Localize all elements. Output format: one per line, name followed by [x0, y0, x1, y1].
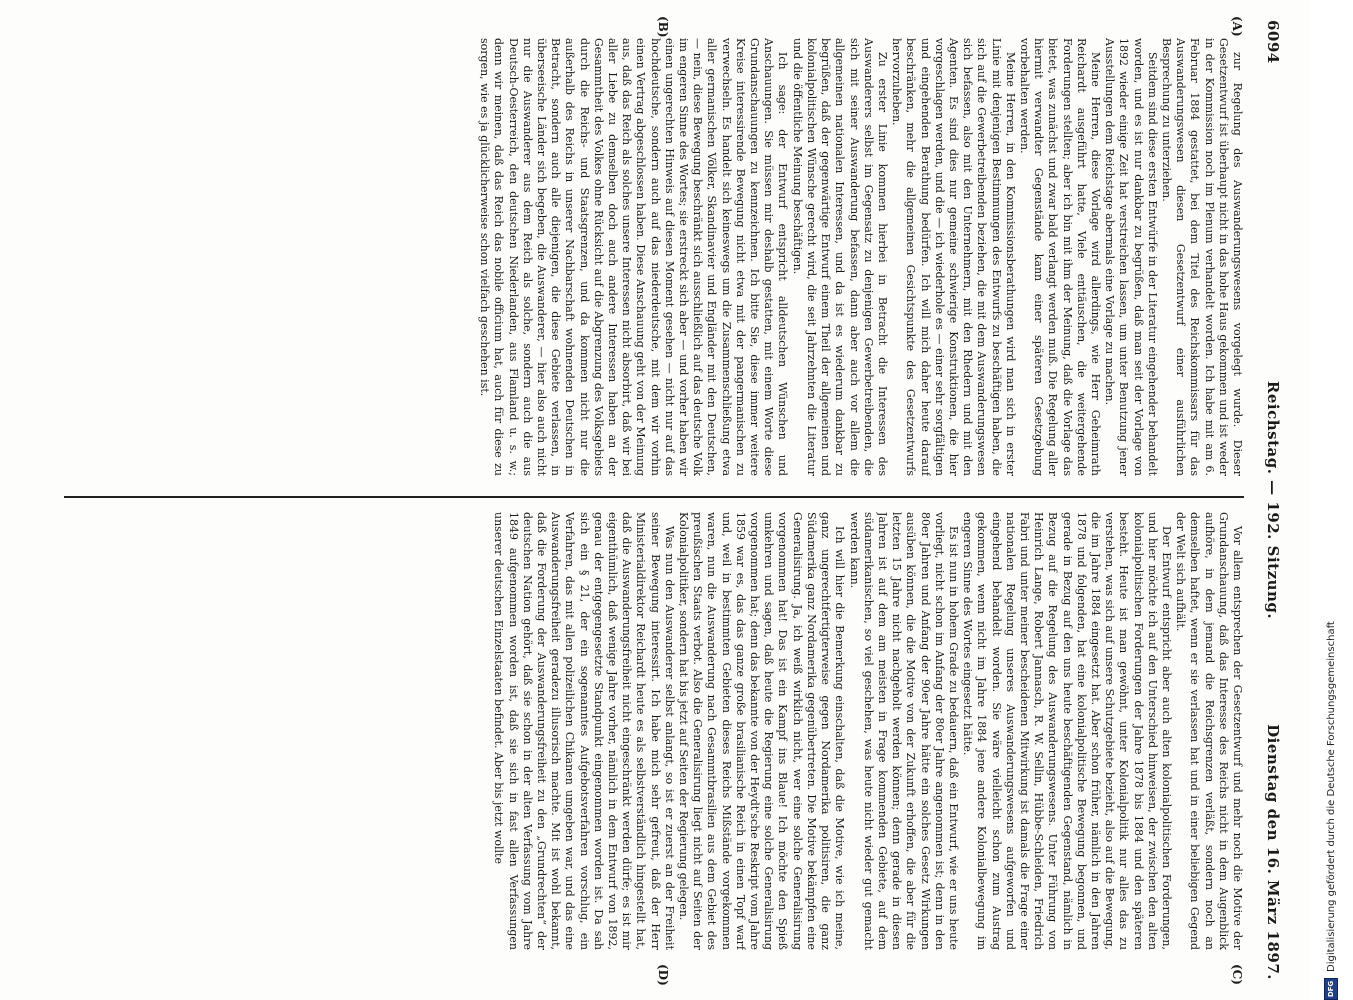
- paragraph: Meine Herren, in den Kommissionsberathungen wird man sich in erster Linie mit denjenigen Bestimmungen des Entwurfs zu beschäftigen haben, die sich auf die Gewerbetreibenden beziehen, die mit dem Auswanderungswesen sich befassen, also mit den Unternehmern, mit den Rhedern und mit den Agenten. Es sind dies nur gemeine schwierige Konstruktionen, die hier vorgeschlagen werden, und die — ich wiederhole es — einer sehr sorgfältigen und eingehenden Berathung bedürfen. Ich will mich daher heute darauf beschränken, mehr die allgemeinen Gesichtspunkte des Gesetzentwurfs hervorzuheben.: [890, 38, 1017, 476]
- paragraph: Zu erster Linie kommen hierbei in Betracht die Interessen des Auswanderers selbst im Gegensatz zu denjenigen Gewerbetreibenden, die sich mit seiner Auswanderung befassen, dann aber auch vor allem die allgemeinen nationalen Interessen, und da ist es wiederum dankbar zu begrüßen, daß der gegenwärtige Entwurf einem Theil der allgemeinen und kolonialpolitischen Wünsche gerecht wird, die seit Jahrzehnten die Literatur und die öffentliche Meinung beschäftigen.: [790, 38, 889, 476]
- right-column: [64, 512, 1244, 950]
- column-divider: [64, 496, 1244, 498]
- dfg-logo: DFG: [1324, 978, 1338, 1000]
- margin-marker-d: (D): [656, 964, 670, 986]
- page-title: Reichstag. — 192. Sitzung.: [1264, 380, 1282, 620]
- margin-marker-b: (B): [656, 16, 670, 38]
- session-date: Dienstag den 16. März 1897.: [1264, 724, 1282, 980]
- margin-marker-c: (C): [1230, 964, 1244, 985]
- paragraph: Ich will hier die Bemerkung einschalten, daß die Motive, wie ich meine, ganz ungerechtfertigterweise gegen Nordamerika politisiren, die ganz Südamerika ganz Nordamerika gegenübertreten. Die Motive bekämpfen eine Generalisirung. Ja, ich weiß wirklich nicht, wer eine solche Generalisirung vorgenommen hat! Das ist ein Kampf ins Blaue! Ich möchte den Spieß umkehren und sagen, daß heute die Regierung eine solche Generalisirung vorgenommen hat; denn das bekannte von der Heydt'sche Reskript vom Jahre 1859 war es, das das ganze große brasilianische Reich in einen Topf warf und, weil in bestimmten Gebieten dieses Reichs Mißstände vorgekommen waren, nun die Auswanderung nach Gesammtbrasilien aus dem Gebiet des preußischen Staats verbot. Also die Generalisirung liegt nicht auf Seiten der Kolonialpolitiker, sondern hat bis jetzt auf Seiten der Regierung gelegen.: [677, 512, 847, 950]
- digitization-credit: [1318, 0, 1344, 1000]
- page-number: 6094: [1264, 20, 1282, 64]
- paragraph: Es ist nun in hohem Grade zu bedauern, daß ein Entwurf, wie er uns heute vorliegt, nicht schon im Anfang der 80er Jahre angenommen ist; denn in den 80er Jahren und Anfang der 90er Jahre hätte ein solches Gesetz Wirkungen ausüben können, die die Motive von der Zukunft erhoffen, die aber für die letzten 15 Jahre nicht nachgeholt werden können; denn gerade in diesen Jahren ist auf dem am meisten in Frage kommenden Gebiete, auf dem südamerikanischen, so viel geschehen, was heute nicht wieder gut gemacht werden kann.: [847, 512, 960, 950]
- paragraph: zur Regelung des Auswanderungswesens vorgelegt wurde. Dieser Gesetzentwurf ist überhaupt nicht in das hohe Haus gekommen und ist weder in der Kommission noch im Plenum verhandelt worden. Ich habe mit am 6. Februar 1884 gestattet, bei dem Titel des Reichskommissars für das Auswanderungswesen diesen Gesetzentwurf einer ausführlichen Besprechung zu unterziehen.: [1159, 38, 1244, 476]
- paragraph: Was nun den Auswanderer selbst anlangt, so ist er zuerst an der Freiheit seiner Bewegung interessirt. Ich habe mich sehr gefreut, daß der Herr Ministerialdirektor Reichardt heute es als selbstverständlich hingestellt hat, daß die Auswanderungsfreiheit nicht eingeschränkt werden dürfe; es ist mir eigenthümlich, daß wenige Jahre vorher, nämlich in dem Entwurf von 1892, genau der entgegengesetzte Standpunkt eingenommen worden ist. Da sah sich ein § 21, der ein sogenanntes Aufgebotsverfahren vorschlug, ein Verfahren, das mit allen polizeilichen Chikanen umgeben war, und das eine Auswanderungsfreiheit geradezu illusorisch machte. Mit ist wohl bekannt, daß die Forderung der Auswanderungsfreiheit zu den „Grundrechten“ der deutschen Nation gehört, daß sie schon in der alten Verfassung vom Jahre 1849 aufgenommen worden ist, daß sie sich in fast allen Verfassungen unserer deutschen Einzelstaaten befindet. Aber bis jetzt wollte: [492, 512, 676, 950]
- paragraph: Der Entwurf entspricht aber auch alten kolonialpolitischen Forderungen, und hier möchte ich auf den Unterschied hinweisen, der zwischen den alten kolonialpolitischen Forderungen der Jahre 1878 bis 1884 und den späteren besteht. Heute ist man gewöhnt, unter Kolonialpolitik nur alles das zu verstehen, was sich auf unsere Schutzgebiete bezieht, also auf die Bewegung, die im Jahre 1884 eingesetzt hat. Aber schon früher, nämlich in den Jahren 1878 und folgenden, hat eine kolonialpolitische Bewegung begonnen, und gerade in Bezug auf den uns heute beschäftigenden Gegenstand, nämlich in Bezug auf die Regelung des Auswanderungswesens. Unter Führung von Heinrich Lange, Robert Jannasch, R. W. Sellin, Hübbe-Schleiden, Friedrich Fabri und unter meiner bescheidenen Mitwirkung ist damals die Frage einer nationalen Regelung unseres Auswanderungswesens aufgeworfen und eingehend behandelt worden. Sie wäre vielleicht schon zum Austrag gekommen, wenn nicht im Jahre 1884 jene andere Kolonialbewegung im engeren Sinne des Wortes eingesetzt hätte.: [961, 512, 1173, 950]
- paragraph: Vor allem entsprechen der Gesetzentwurf und mehr noch die Motive der Grundanschauung, daß das Interesse des Reichs nicht in dem Augenblick aufhöre, in dem jemand die Reichsgrenzen verläßt, sondern noch an demselben haftet, wenn er sie verlassen hat und in einer beliebigen Gegend der Welt sich aufhält.: [1174, 512, 1244, 950]
- left-column: [64, 38, 1244, 476]
- page-header: [1252, 20, 1282, 980]
- margin-marker-a: (A): [1230, 16, 1244, 37]
- paragraph: Seitdem sind diese ersten Entwürfe in der Literatur eingehender behandelt worden, und es ist nur dankbar zu begrüßen, daß man seit der Vorlage von 1892 wieder einige Zeit hat verstreichen lassen, um unter Benutzung jener Ausstellungen dem Reichstage abermals eine Vorlage zu machen.: [1103, 38, 1159, 476]
- paragraph: Ich sage: der Entwurf entspricht alldeutschen Wünschen und Anschauungen. Sie müssen mir deshalb gestatten, mit einem Worte diese Grundanschauungen zu kennzeichnen. Ich bitte Sie, diese immer weitere Kreise interessirende Bewegung nicht etwa mit der pangermanischen zu verwechseln. Es handelt sich keineswegs um die Zusammenschließung etwa aller germanischen Völker, Skandinavier und Engländer mit den Deutschen, — nein, diese Bewegung beschränkt sich ausschließlich auf das deutsche Volk im engeren Sinne des Wortes; sie erstreckt sich aber — und vorher haben wir einen ungerechten Hinweis auf diesen Moment gesehen — nicht nur auf das hochdeutsche, sondern auch auf das niederdeutsche, mit dem wir vorhin einen Vertrag abgeschlossen haben. Diese Anschauung geht von der Meinung aus, daß das Reich als solches unsere Interessen nicht absorbirt, daß wir bei aller Liebe zu demselben doch auch andere Interessen haben an der Gesammtheit des Volkes ohne Rücksicht auf die Abgrenzung des Volksgebiets durch die Reichs- und Staatsgrenzen, und da kommen nicht nur die außerhalb des Reichs in unserer Nachbarschaft wohnenden Deutschen in Betracht, sondern auch alle diejenigen, die diese Gebiete verlassen, in überseeische Länder sich begeben, die Auswanderer, — hier also auch nicht nur die Auswanderer aus dem Reich als solche, sondern auch die aus Deutsch-Oesterreich, den deutschen Niederlanden, aus Flamland u. s. w.; denn wir meinen, daß das Reich das nobile officium hat, auch für diese zu sorgen, wie es ja glücklicherweise schon vielfach geschehen ist.: [478, 38, 790, 476]
- paragraph: Meine Herren, diese Vorlage wird allerdings, wie Herr Geheimrath Reichardt ausgeführt hatte, Viele enttäuschen, die weitergehende Forderungen stellten; aber ich bin mit ihm der Meinung, daß die Vorlage das bietet, was zunächst und zwar bald verlangt werden muß. Die Regelung aller hiermit verwandter Gegenstände kann einer späteren Gesetzgebung vorbehalten werden.: [1017, 38, 1102, 476]
- credit-text: Digitalisierung gefördert durch die Deutsche Forschungsgemeinschaft: [1325, 621, 1337, 972]
